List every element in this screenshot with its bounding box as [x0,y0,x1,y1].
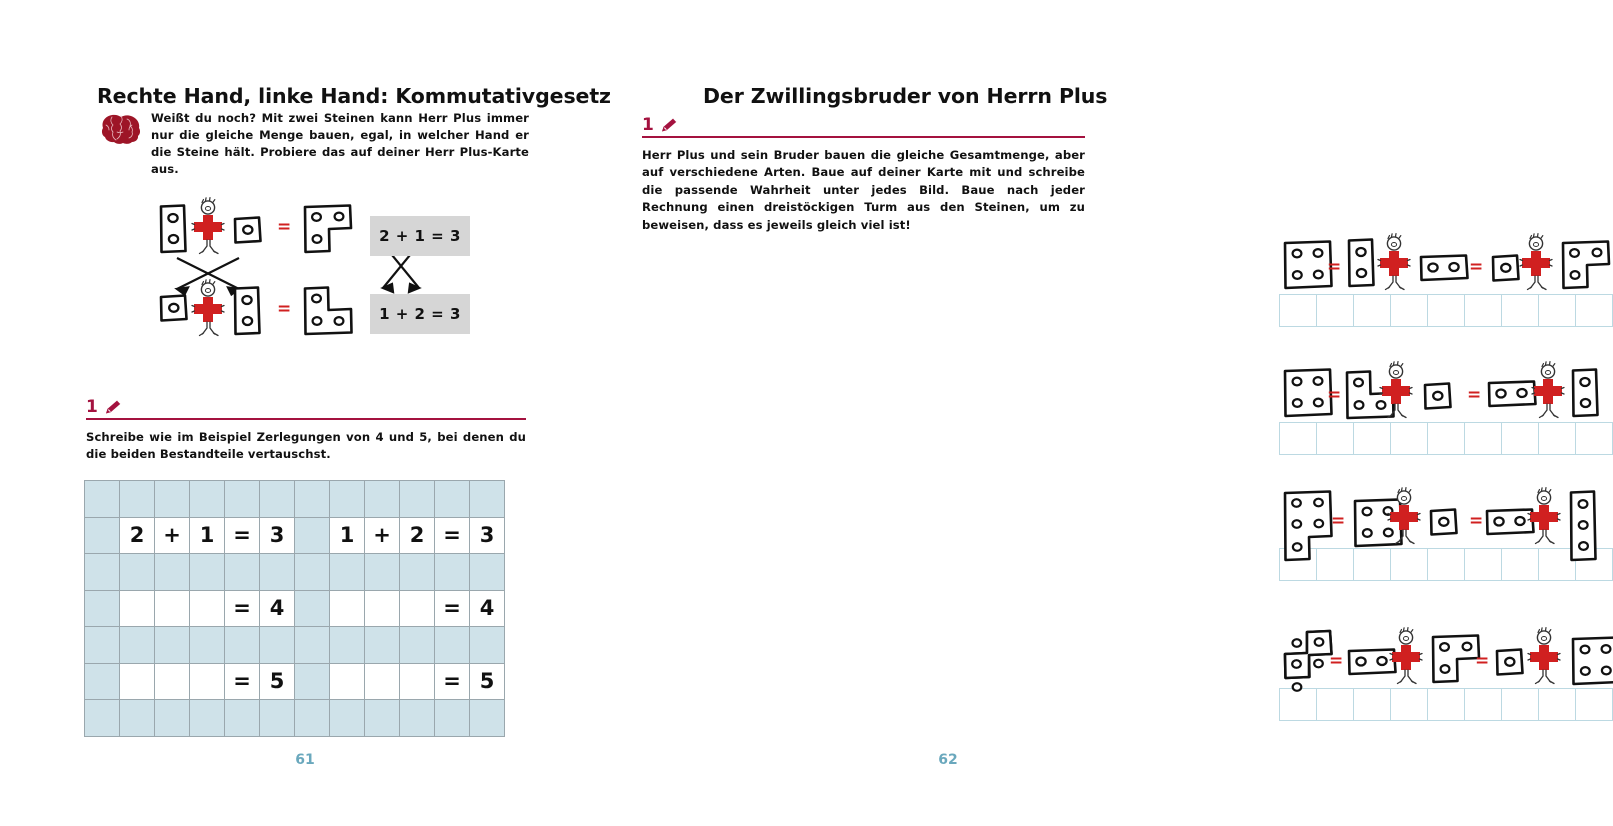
grid-row [85,481,505,518]
block-s1 [1431,510,1457,535]
grid-cell-empty[interactable] [330,590,365,627]
answer-cell[interactable] [1428,295,1465,327]
grid-cell-empty[interactable] [470,481,505,518]
grid-cell-filled: = [225,590,260,627]
pencil-icon [103,398,123,416]
grid-cell-empty[interactable] [85,481,120,518]
herr-plus-figure [1528,488,1560,544]
grid-cell-empty[interactable] [85,554,120,591]
grid-row [85,663,505,700]
grid-cell-empty[interactable] [330,554,365,591]
grid-cell-empty[interactable] [365,590,400,627]
grid-cell-filled: 4 [260,590,295,627]
exercise-illustration [1279,236,1613,294]
answer-row [1280,423,1613,455]
exercise-row [1279,236,1613,327]
answer-grid[interactable] [1279,294,1613,327]
answer-cell[interactable] [1428,689,1465,721]
grid-row [85,554,505,591]
exercise-blocks-svg [1279,630,1613,692]
task-number: 1 [642,115,654,135]
block-s4 [1355,500,1402,547]
equals-sign: = [1327,257,1342,277]
page-number-left: 61 [295,752,315,768]
equals-sign: = [1327,385,1342,405]
grid-cell-empty[interactable] [85,663,120,700]
grid-cell-empty[interactable] [225,700,260,737]
herr-plus-figure [1520,234,1552,290]
answer-grid[interactable] [1279,422,1613,455]
answer-cell[interactable] [1354,423,1391,455]
exercise-illustration [1279,490,1613,548]
answer-row [1280,549,1613,581]
grid-cell-empty[interactable] [400,554,435,591]
grid-cell-empty[interactable] [435,481,470,518]
grid-cell-empty[interactable] [295,663,330,700]
grid-cell-empty[interactable] [400,700,435,737]
answer-cell[interactable] [1465,423,1502,455]
herr-plus-figure [192,198,224,254]
grid-cell-empty[interactable] [120,627,155,664]
exercise-blocks-svg [1279,364,1613,426]
block-h2 [1487,510,1534,535]
answer-cell[interactable] [1391,423,1428,455]
grid-cell-empty[interactable] [155,663,190,700]
answer-cell[interactable] [1576,295,1613,327]
svg-text:=: = [277,217,292,237]
herr-plus-figure [1390,628,1422,684]
grid-cell-empty[interactable] [470,627,505,664]
grid-cell-empty[interactable] [190,481,225,518]
answer-cell[interactable] [1576,423,1613,455]
herr-plus-figure [192,280,224,336]
grid-cell-empty[interactable] [260,481,295,518]
block-L5 [1285,492,1332,561]
grid-cell-empty[interactable] [260,627,295,664]
answer-cell[interactable] [1391,549,1428,581]
grid-cell-empty[interactable] [225,627,260,664]
answer-cell[interactable] [1502,549,1539,581]
grid-cell-filled: 2 [120,517,155,554]
block-s1 [1493,256,1519,281]
brain-icon [97,112,141,148]
answer-grid[interactable] [1279,688,1613,721]
answer-grid[interactable] [1279,548,1613,581]
answer-row [1280,689,1613,721]
block-1dot [161,296,187,321]
block-v3 [1571,492,1596,561]
grid-cell-empty[interactable] [295,481,330,518]
grid-cell-empty[interactable] [225,481,260,518]
answer-cell[interactable] [1539,295,1576,327]
equals-sign: = [1331,511,1346,531]
answer-cell[interactable] [1539,423,1576,455]
info-note [97,110,529,178]
worksheet-grid[interactable] [84,480,505,737]
answer-cell[interactable] [1317,423,1354,455]
answer-cell[interactable] [1391,295,1428,327]
right-page [585,0,1490,826]
grid-cell-empty[interactable] [225,554,260,591]
grid-cell-empty[interactable] [260,554,295,591]
grid-cell-filled: = [435,517,470,554]
grid-cell-empty[interactable] [365,481,400,518]
answer-cell[interactable] [1502,295,1539,327]
grid-cell-filled: = [225,517,260,554]
block-h2 [1349,650,1396,675]
grid-cell-empty[interactable] [435,554,470,591]
grid-cell-filled: + [155,517,190,554]
grid-cell-empty[interactable] [365,554,400,591]
grid-cell-empty[interactable] [400,590,435,627]
answer-cell[interactable] [1428,549,1465,581]
grid-cell-empty[interactable] [190,554,225,591]
svg-text:=: = [277,299,292,319]
block-s1 [1497,650,1523,675]
exercise-blocks-svg [1279,236,1613,298]
grid-cell-empty[interactable] [330,627,365,664]
block-v2 [1349,240,1374,287]
exercise-row [1279,490,1613,581]
grid-cell-filled: 3 [470,517,505,554]
answer-cell[interactable] [1354,549,1391,581]
exercise-illustration [1279,630,1613,688]
grid-cell-empty[interactable] [120,700,155,737]
answer-cell[interactable] [1354,689,1391,721]
answer-cell[interactable] [1354,295,1391,327]
grid-cell-empty[interactable] [85,700,120,737]
answer-cell[interactable] [1539,549,1576,581]
answer-cell[interactable] [1465,689,1502,721]
grid-cell-empty[interactable] [260,700,295,737]
grid-cell-filled: 5 [470,663,505,700]
grid-cell-empty[interactable] [155,481,190,518]
grid-cell-filled: 4 [470,590,505,627]
grid-cell-filled: = [435,590,470,627]
grid-row [85,517,505,554]
answer-cell[interactable] [1317,295,1354,327]
grid-cell-empty[interactable] [190,590,225,627]
exercise-row [1279,630,1613,721]
answer-cell[interactable] [1502,423,1539,455]
grid-cell-empty[interactable] [365,700,400,737]
grid-row [85,627,505,664]
answer-cell[interactable] [1280,423,1317,455]
grid-cell-filled: = [225,663,260,700]
grid-cell-empty[interactable] [470,700,505,737]
task-divider [642,136,1085,138]
grid-cell-empty[interactable] [295,627,330,664]
grid-cell-empty[interactable] [330,700,365,737]
grid-cell-empty[interactable] [85,517,120,554]
grid-cell-filled: = [435,663,470,700]
answer-cell[interactable] [1465,549,1502,581]
pencil-icon [659,116,679,134]
answer-cell[interactable] [1576,689,1613,721]
info-note-text: Weißt du noch? Mit zwei Steinen kann Herr Plus immer nur die gleiche Menge bauen, egal, in welcher Hand er die Steine hält. Probiere das auf deiner Herr Plus-Karte aus. [151,111,529,177]
equals-sign: = [1329,651,1344,671]
answer-cell[interactable] [1317,689,1354,721]
grid-cell-filled: 3 [260,517,295,554]
grid-cell-empty[interactable] [295,700,330,737]
answer-cell[interactable] [1502,689,1539,721]
block-s4 [1285,370,1332,417]
equals-sign: = [1467,385,1482,405]
grid-cell-empty[interactable] [190,700,225,737]
grid-cell-empty[interactable] [470,554,505,591]
task-number: 1 [86,397,98,417]
grid-cell-empty[interactable] [120,481,155,518]
task-header-left [86,392,526,464]
block-h2 [1489,382,1536,407]
block-L3c [1433,636,1479,683]
grid-cell-empty[interactable] [190,663,225,700]
equals-sign: = [1475,651,1490,671]
grid-cell-empty[interactable] [295,554,330,591]
equals-sign: = [1469,511,1484,531]
grid-cell-empty[interactable] [295,517,330,554]
block-P5 [1285,631,1332,691]
page-title-right: Der Zwillingsbruder von Herrn Plus [703,84,1108,108]
answer-row [1280,295,1613,327]
herr-plus-figure [1528,628,1560,684]
grid-cell-empty[interactable] [365,627,400,664]
grid-cell-empty[interactable] [435,700,470,737]
task-header-right [642,110,1085,234]
equation-box-top: 2 + 1 = 3 [370,216,470,256]
answer-cell[interactable] [1280,295,1317,327]
answer-cell[interactable] [1465,295,1502,327]
task-text: Schreibe wie im Beispiel Zerlegungen von 4 und 5, bei denen du die beiden Bestandteile vertauschst. [86,430,526,462]
exercise-blocks-svg [1279,490,1613,552]
answer-cell[interactable] [1317,549,1354,581]
grid-cell-empty[interactable] [365,663,400,700]
block-2dot-vertical [235,288,260,335]
answer-cell[interactable] [1539,689,1576,721]
block-2dot-vertical [161,206,186,253]
block-3dot-L-mirrored [305,288,352,335]
grid-cell-empty[interactable] [400,627,435,664]
block-L3 [1563,242,1609,289]
answer-cell[interactable] [1280,689,1317,721]
block-v2 [1573,370,1598,417]
exercise-row [1279,364,1613,455]
herr-plus-figure [1378,234,1410,290]
grid-cell-empty[interactable] [330,663,365,700]
grid-cell-empty[interactable] [330,481,365,518]
block-3dot-L [305,206,351,253]
grid-cell-empty[interactable] [85,627,120,664]
grid-cell-empty[interactable] [120,554,155,591]
grid-row [85,590,505,627]
grid-cell-filled: 1 [330,517,365,554]
block-s1 [1425,384,1451,409]
example-diagram [155,196,485,344]
page-title-left: Rechte Hand, linke Hand: Kommutativgesetz [97,84,611,108]
block-1dot [235,218,261,243]
answer-cell[interactable] [1428,423,1465,455]
grid-cell-empty[interactable] [400,481,435,518]
block-h2 [1421,256,1468,281]
grid-cell-empty[interactable] [155,700,190,737]
grid-row [85,700,505,737]
equals-sign: = [1469,257,1484,277]
grid-cell-empty[interactable] [400,663,435,700]
grid-cell-empty[interactable] [295,590,330,627]
block-s4 [1285,242,1332,289]
grid-cell-empty[interactable] [435,627,470,664]
grid-cell-empty[interactable] [155,590,190,627]
grid-cell-filled: + [365,517,400,554]
grid-cell-empty[interactable] [155,554,190,591]
exercise-illustration [1279,364,1613,422]
task-text: Herr Plus und sein Bruder bauen die gleiche Gesamtmenge, aber auf verschiedene Arten. Baue auf deiner Karte mit und schreibe die passende Wahrheit unter jedes Bild. Baue nach jeder Rechnung einen dreistöckigen Turm aus den Steinen, um zu beweisen, dass es jeweils gleich viel ist! [642,148,1085,232]
grid-cell-filled: 5 [260,663,295,700]
task-divider [86,418,526,420]
grid-cell-filled: 1 [190,517,225,554]
left-page [0,0,611,826]
herr-plus-figure [1532,362,1564,418]
equation-box-bottom: 1 + 2 = 3 [370,294,470,334]
grid-cell-empty[interactable] [190,627,225,664]
block-s4 [1573,638,1613,685]
answer-cell[interactable] [1391,689,1428,721]
page-number-right: 62 [938,752,958,768]
grid-cell-empty[interactable] [85,590,120,627]
grid-cell-empty[interactable] [120,590,155,627]
grid-cell-empty[interactable] [120,663,155,700]
grid-cell-filled: 2 [400,517,435,554]
grid-cell-empty[interactable] [155,627,190,664]
